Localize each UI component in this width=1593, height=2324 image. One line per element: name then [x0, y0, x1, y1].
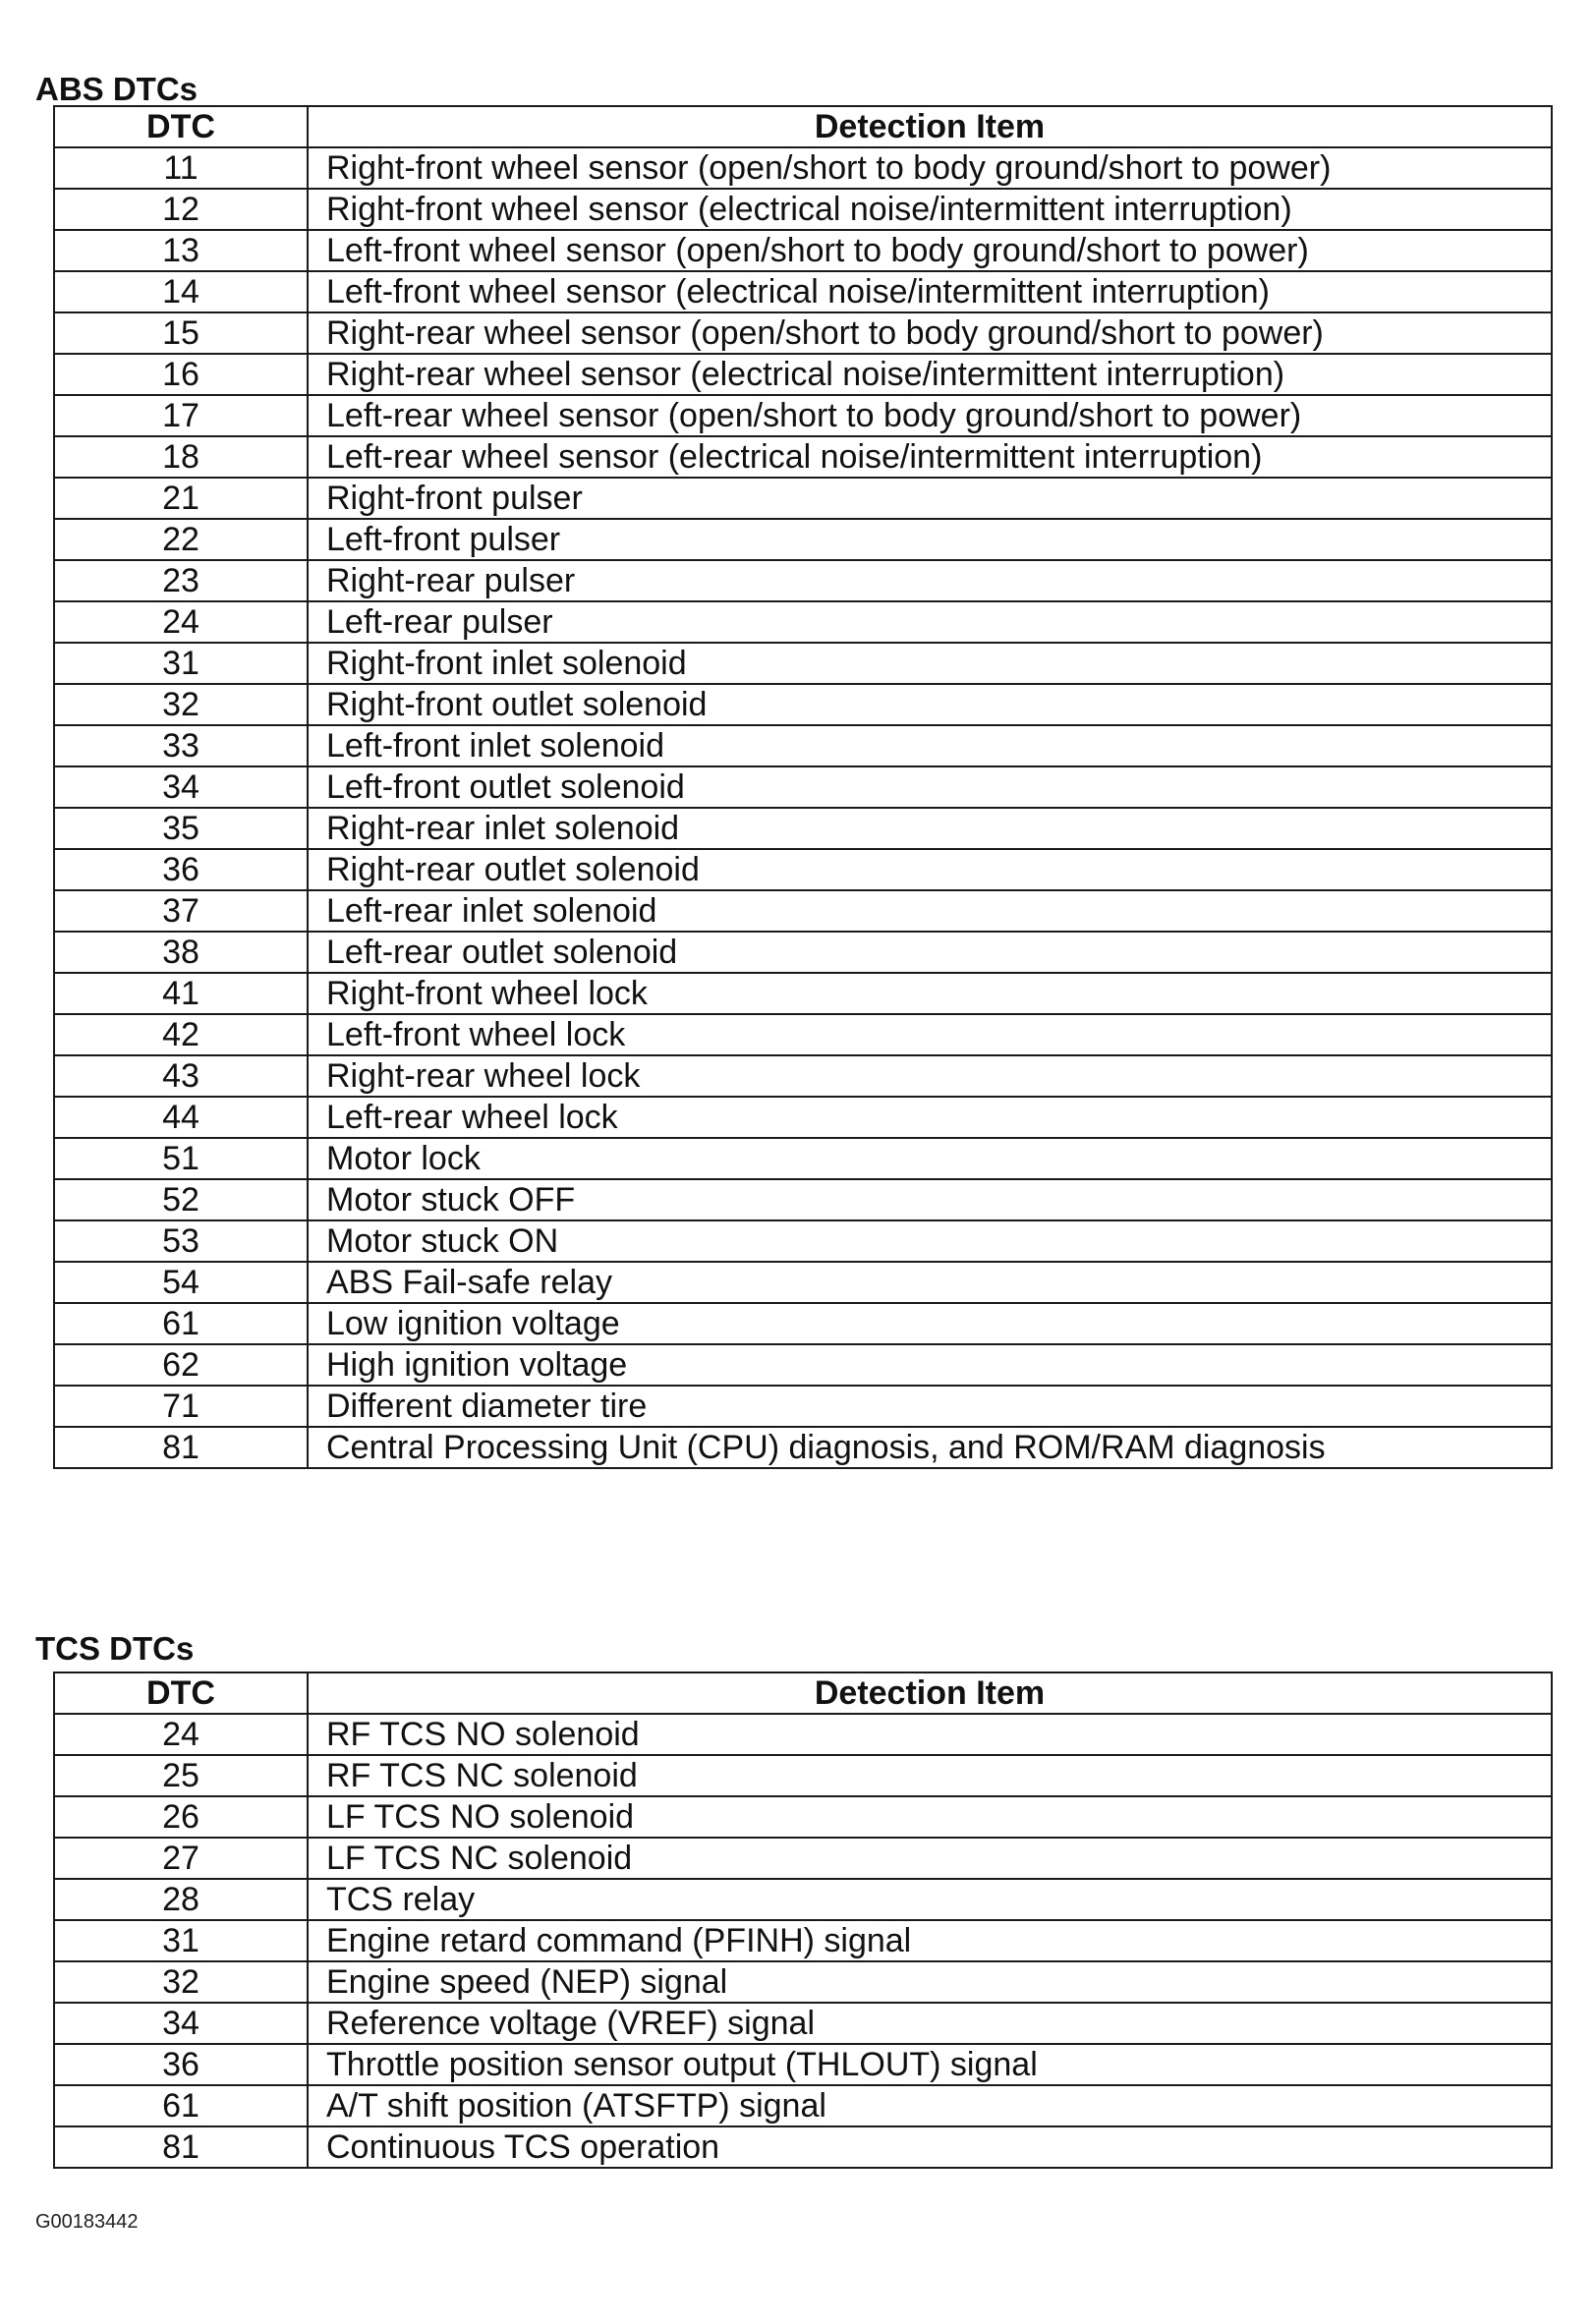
table-row — [54, 601, 1552, 643]
table-row — [54, 312, 1552, 354]
table-row — [54, 684, 1552, 725]
detection-item-cell: Low ignition voltage — [308, 1303, 1552, 1344]
dtc-code-cell: 32 — [54, 1961, 308, 2003]
dtc-code-cell: 42 — [54, 1014, 308, 1055]
dtc-code-cell: 41 — [54, 973, 308, 1014]
detection-item-cell: Right-rear pulser — [308, 560, 1552, 601]
table-row — [54, 1138, 1552, 1179]
table-row — [54, 1014, 1552, 1055]
dtc-code-cell: 26 — [54, 1796, 308, 1838]
detection-item-cell: ABS Fail-safe relay — [308, 1262, 1552, 1303]
dtc-code-cell: 54 — [54, 1262, 308, 1303]
detection-item-cell: A/T shift position (ATSFTP) signal — [308, 2085, 1552, 2126]
dtc-code-cell: 34 — [54, 766, 308, 808]
dtc-code-cell: 16 — [54, 354, 308, 395]
table-row — [54, 1755, 1552, 1796]
table-row — [54, 1920, 1552, 1961]
table-row — [54, 643, 1552, 684]
detection-item-cell: Left-front wheel sensor (electrical noise/intermittent interruption) — [308, 271, 1552, 312]
detection-item-cell: Left-front outlet solenoid — [308, 766, 1552, 808]
dtc-code-cell: 51 — [54, 1138, 308, 1179]
table-row — [54, 519, 1552, 560]
abs-dtc-table — [53, 105, 1553, 1469]
dtc-code-cell: 21 — [54, 478, 308, 519]
table-row — [54, 973, 1552, 1014]
detection-item-cell: Reference voltage (VREF) signal — [308, 2003, 1552, 2044]
table-row — [54, 1262, 1552, 1303]
dtc-code-cell: 43 — [54, 1055, 308, 1097]
detection-item-cell: Right-front wheel sensor (electrical noise/intermittent interruption) — [308, 189, 1552, 230]
detection-item-cell: Right-rear wheel lock — [308, 1055, 1552, 1097]
table-row — [54, 1344, 1552, 1386]
table-row — [54, 395, 1552, 436]
table-row — [54, 2126, 1552, 2168]
table-row — [54, 1097, 1552, 1138]
detection-item-cell: Right-front pulser — [308, 478, 1552, 519]
dtc-code-cell: 11 — [54, 147, 308, 189]
dtc-code-cell: 35 — [54, 808, 308, 849]
table-header-row — [54, 106, 1552, 147]
detection-item-cell: Engine retard command (PFINH) signal — [308, 1920, 1552, 1961]
table-row — [54, 1179, 1552, 1220]
abs-section-title: ABS DTCs — [35, 71, 199, 107]
table-row — [54, 766, 1552, 808]
table-row — [54, 2044, 1552, 2085]
table-row — [54, 725, 1552, 766]
dtc-code-cell: 23 — [54, 560, 308, 601]
table-row — [54, 1220, 1552, 1262]
table-row — [54, 189, 1552, 230]
table-header-row — [54, 1672, 1552, 1714]
detection-item-cell: RF TCS NC solenoid — [308, 1755, 1552, 1796]
detection-item-cell: Left-rear wheel sensor (open/short to body ground/short to power) — [308, 395, 1552, 436]
dtc-code-cell: 36 — [54, 849, 308, 890]
dtc-code-cell: 37 — [54, 890, 308, 932]
dtc-code-cell: 14 — [54, 271, 308, 312]
detection-item-cell: Left-front wheel sensor (open/short to body ground/short to power) — [308, 230, 1552, 271]
table-row — [54, 478, 1552, 519]
table-row — [54, 932, 1552, 973]
dtc-code-cell: 36 — [54, 2044, 308, 2085]
table-row — [54, 230, 1552, 271]
table-row — [54, 1055, 1552, 1097]
dtc-code-cell: 12 — [54, 189, 308, 230]
table-row — [54, 271, 1552, 312]
detection-item-cell: Left-rear wheel lock — [308, 1097, 1552, 1138]
dtc-code-cell: 27 — [54, 1838, 308, 1879]
dtc-code-cell: 44 — [54, 1097, 308, 1138]
detection-item-cell: Engine speed (NEP) signal — [308, 1961, 1552, 2003]
table-row — [54, 354, 1552, 395]
figure-id: G00183442 — [35, 2211, 139, 2233]
dtc-code-cell: 25 — [54, 1755, 308, 1796]
table-row — [54, 2085, 1552, 2126]
detection-item-cell: Right-rear inlet solenoid — [308, 808, 1552, 849]
detection-item-cell: Left-rear inlet solenoid — [308, 890, 1552, 932]
table-row — [54, 1961, 1552, 2003]
dtc-code-cell: 13 — [54, 230, 308, 271]
dtc-code-cell: 24 — [54, 1714, 308, 1755]
dtc-code-cell: 17 — [54, 395, 308, 436]
table-row — [54, 560, 1552, 601]
dtc-code-cell: 31 — [54, 1920, 308, 1961]
detection-item-column-header: Detection Item — [308, 1672, 1552, 1714]
detection-item-cell: Different diameter tire — [308, 1386, 1552, 1427]
table-row — [54, 890, 1552, 932]
table-row — [54, 1303, 1552, 1344]
dtc-code-cell: 38 — [54, 932, 308, 973]
detection-item-cell: Right-front inlet solenoid — [308, 643, 1552, 684]
detection-item-cell: Left-front wheel lock — [308, 1014, 1552, 1055]
detection-item-column-header: Detection Item — [308, 106, 1552, 147]
dtc-code-cell: 33 — [54, 725, 308, 766]
dtc-code-cell: 52 — [54, 1179, 308, 1220]
table-row — [54, 2003, 1552, 2044]
detection-item-cell: Left-rear outlet solenoid — [308, 932, 1552, 973]
dtc-code-cell: 61 — [54, 2085, 308, 2126]
detection-item-cell: Continuous TCS operation — [308, 2126, 1552, 2168]
detection-item-cell: TCS relay — [308, 1879, 1552, 1920]
detection-item-cell: Right-rear wheel sensor (open/short to body ground/short to power) — [308, 312, 1552, 354]
dtc-code-cell: 31 — [54, 643, 308, 684]
dtc-code-cell: 22 — [54, 519, 308, 560]
detection-item-cell: Left-rear wheel sensor (electrical noise/intermittent interruption) — [308, 436, 1552, 478]
dtc-code-cell: 32 — [54, 684, 308, 725]
tcs-dtc-table — [53, 1672, 1553, 2169]
table-row — [54, 1714, 1552, 1755]
dtc-code-cell: 62 — [54, 1344, 308, 1386]
dtc-code-cell: 71 — [54, 1386, 308, 1427]
dtc-column-header: DTC — [54, 106, 308, 147]
table-row — [54, 1879, 1552, 1920]
detection-item-cell: Motor stuck OFF — [308, 1179, 1552, 1220]
table-row — [54, 1796, 1552, 1838]
tcs-section-title: TCS DTCs — [35, 1630, 195, 1667]
dtc-code-cell: 28 — [54, 1879, 308, 1920]
dtc-code-cell: 81 — [54, 1427, 308, 1468]
dtc-code-cell: 24 — [54, 601, 308, 643]
detection-item-cell: Left-rear pulser — [308, 601, 1552, 643]
table-row — [54, 1386, 1552, 1427]
dtc-code-cell: 15 — [54, 312, 308, 354]
detection-item-cell: Right-rear outlet solenoid — [308, 849, 1552, 890]
table-row — [54, 849, 1552, 890]
dtc-code-cell: 53 — [54, 1220, 308, 1262]
table-row — [54, 1838, 1552, 1879]
dtc-code-cell: 81 — [54, 2126, 308, 2168]
detection-item-cell: Right-front outlet solenoid — [308, 684, 1552, 725]
table-row — [54, 1427, 1552, 1468]
detection-item-cell: Right-front wheel sensor (open/short to body ground/short to power) — [308, 147, 1552, 189]
detection-item-cell: Motor stuck ON — [308, 1220, 1552, 1262]
detection-item-cell: LF TCS NC solenoid — [308, 1838, 1552, 1879]
detection-item-cell: Motor lock — [308, 1138, 1552, 1179]
dtc-code-cell: 18 — [54, 436, 308, 478]
table-row — [54, 147, 1552, 189]
dtc-code-cell: 61 — [54, 1303, 308, 1344]
detection-item-cell: Left-front pulser — [308, 519, 1552, 560]
detection-item-cell: High ignition voltage — [308, 1344, 1552, 1386]
detection-item-cell: Right-rear wheel sensor (electrical noise/intermittent interruption) — [308, 354, 1552, 395]
detection-item-cell: Right-front wheel lock — [308, 973, 1552, 1014]
detection-item-cell: LF TCS NO solenoid — [308, 1796, 1552, 1838]
detection-item-cell: Throttle position sensor output (THLOUT) signal — [308, 2044, 1552, 2085]
table-row — [54, 808, 1552, 849]
table-row — [54, 436, 1552, 478]
dtc-column-header: DTC — [54, 1672, 308, 1714]
detection-item-cell: Left-front inlet solenoid — [308, 725, 1552, 766]
detection-item-cell: Central Processing Unit (CPU) diagnosis, and ROM/RAM diagnosis — [308, 1427, 1552, 1468]
dtc-code-cell: 34 — [54, 2003, 308, 2044]
detection-item-cell: RF TCS NO solenoid — [308, 1714, 1552, 1755]
